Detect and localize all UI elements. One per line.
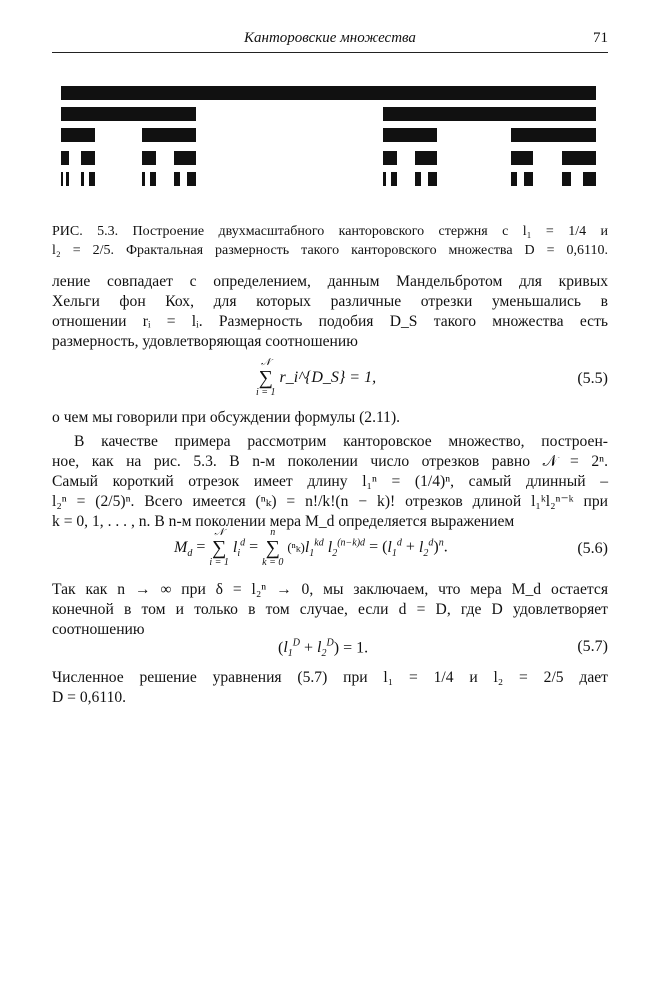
- cantor-bar: [61, 86, 596, 100]
- paragraph-1: [52, 272, 608, 352]
- cantor-bar: [511, 151, 533, 165]
- sum-lower-limit: i = 1: [256, 387, 276, 398]
- equation-body: [256, 358, 376, 398]
- paragraph-3: [52, 432, 608, 532]
- cantor-bar: [66, 172, 69, 186]
- cantor-bar: [174, 172, 180, 186]
- cantor-bar: [511, 172, 517, 186]
- cantor-bar: [583, 172, 596, 186]
- cantor-bar: [511, 128, 596, 142]
- cantor-bar: [391, 172, 397, 186]
- page-header: [52, 30, 608, 53]
- equation-number: (5.5): [577, 370, 608, 387]
- text-line: соотношению: [52, 621, 145, 638]
- text-line: Самый короткий отрезок имеет длину l₁ⁿ = (1/4)ⁿ, самый длинный –: [52, 473, 608, 490]
- equation-5-5: [52, 358, 608, 404]
- cantor-bar: [61, 151, 69, 165]
- text-line: Численное решение уравнения (5.7) при l₁ = 1/4 и l₂ = 2/5 дает: [52, 669, 608, 686]
- equation-body: $M_d$ = 𝒩 ∑ i = 1 $l_i^d$ = n ∑ k = 0 $(^n_k)l_1^{kd}$ $l_2^{(n-k)d} = (l_1^d + l_2^d)^n$.: [174, 527, 448, 568]
- caption-line: РИС. 5.3. Построение двухмасштабного канторовского стержня с l₁ = 1/4 и: [52, 224, 608, 239]
- cantor-bar: [415, 172, 421, 186]
- cantor-bar: [415, 151, 437, 165]
- cantor-bar: [174, 151, 196, 165]
- text-line: l₂ⁿ = (2/5)ⁿ. Всего имеется (ⁿₖ) = n!/k!(n − k)! отрезков длиной l₁ᵏl₂ⁿ⁻ᵏ при: [52, 493, 608, 510]
- text-line: ление совпадает с определением, данным Мандельбротом для кривых: [52, 273, 608, 290]
- paragraph-4: [52, 580, 608, 640]
- cantor-bar: [142, 151, 156, 165]
- equation-5-7: [52, 638, 608, 662]
- equation-number: (5.7): [577, 638, 608, 655]
- running-title: Канторовские множества: [244, 30, 416, 46]
- text-line: Так как n → ∞ при δ = l₂ⁿ → 0, мы заключаем, что мера M_d остается: [52, 581, 608, 598]
- cantor-bar: [562, 172, 571, 186]
- equation-number: (5.6): [577, 540, 608, 557]
- equation-5-6: [52, 528, 608, 576]
- paragraph-5: [52, 668, 608, 708]
- cantor-bar: [89, 172, 95, 186]
- cantor-bar: [61, 172, 63, 186]
- cantor-bar: [81, 151, 95, 165]
- text-line: В качестве примера рассмотрим канторовское множество, построен-: [74, 433, 608, 450]
- cantor-bar: [383, 151, 397, 165]
- figure-caption: [52, 222, 608, 260]
- equation-expression: r_i^{D_S} = 1,: [279, 369, 377, 386]
- cantor-bar: [383, 107, 596, 121]
- equation-body: $(l_1^D + l_2^D) = 1$.: [278, 638, 369, 660]
- sum-symbol: 𝒩 ∑ i = 1: [256, 357, 276, 398]
- cantor-bar: [187, 172, 196, 186]
- text-line: D = 0,6110.: [52, 689, 127, 706]
- text-line: k = 0, 1, . . . , n. В n-м поколении мера M_d определяется выражением: [52, 513, 515, 530]
- sum-symbol: 𝒩 ∑ i = 1: [209, 527, 229, 568]
- text-line: о чем мы говорили при обсуждении формулы (2.11).: [52, 409, 401, 426]
- paragraph-2: [52, 408, 608, 428]
- sum-symbol: n ∑ k = 0: [262, 527, 284, 568]
- cantor-bar: [142, 128, 196, 142]
- text-line: отношении rᵢ = lᵢ. Размерность подобия D_S такого множества есть: [52, 313, 608, 330]
- text-line: Хельги фон Кох, для которых различные отрезки уменьшались в: [52, 293, 608, 310]
- cantor-bar: [428, 172, 437, 186]
- cantor-bar: [524, 172, 533, 186]
- cantor-bar: [150, 172, 156, 186]
- cantor-bar: [61, 128, 95, 142]
- text-line: конечной в том и только в том случае, если d = D, где D удовлетворяет: [52, 601, 608, 618]
- caption-line: l₂ = 2/5. Фрактальная размерность такого канторовского множества D = 0,6110.: [52, 243, 608, 258]
- sum-upper-limit: 𝒩: [260, 357, 271, 368]
- cantor-bar: [383, 172, 386, 186]
- cantor-bar: [81, 172, 84, 186]
- text-line: ное, как на рис. 5.3. В n-м поколении число отрезков равно 𝒩 = 2ⁿ.: [52, 453, 608, 470]
- cantor-bar: [61, 107, 196, 121]
- cantor-bar: [383, 128, 437, 142]
- cantor-bar: [562, 151, 596, 165]
- cantor-bar: [142, 172, 145, 186]
- text-line: размерность, удовлетворяющая соотношению: [52, 333, 358, 350]
- page-number: 71: [593, 30, 608, 46]
